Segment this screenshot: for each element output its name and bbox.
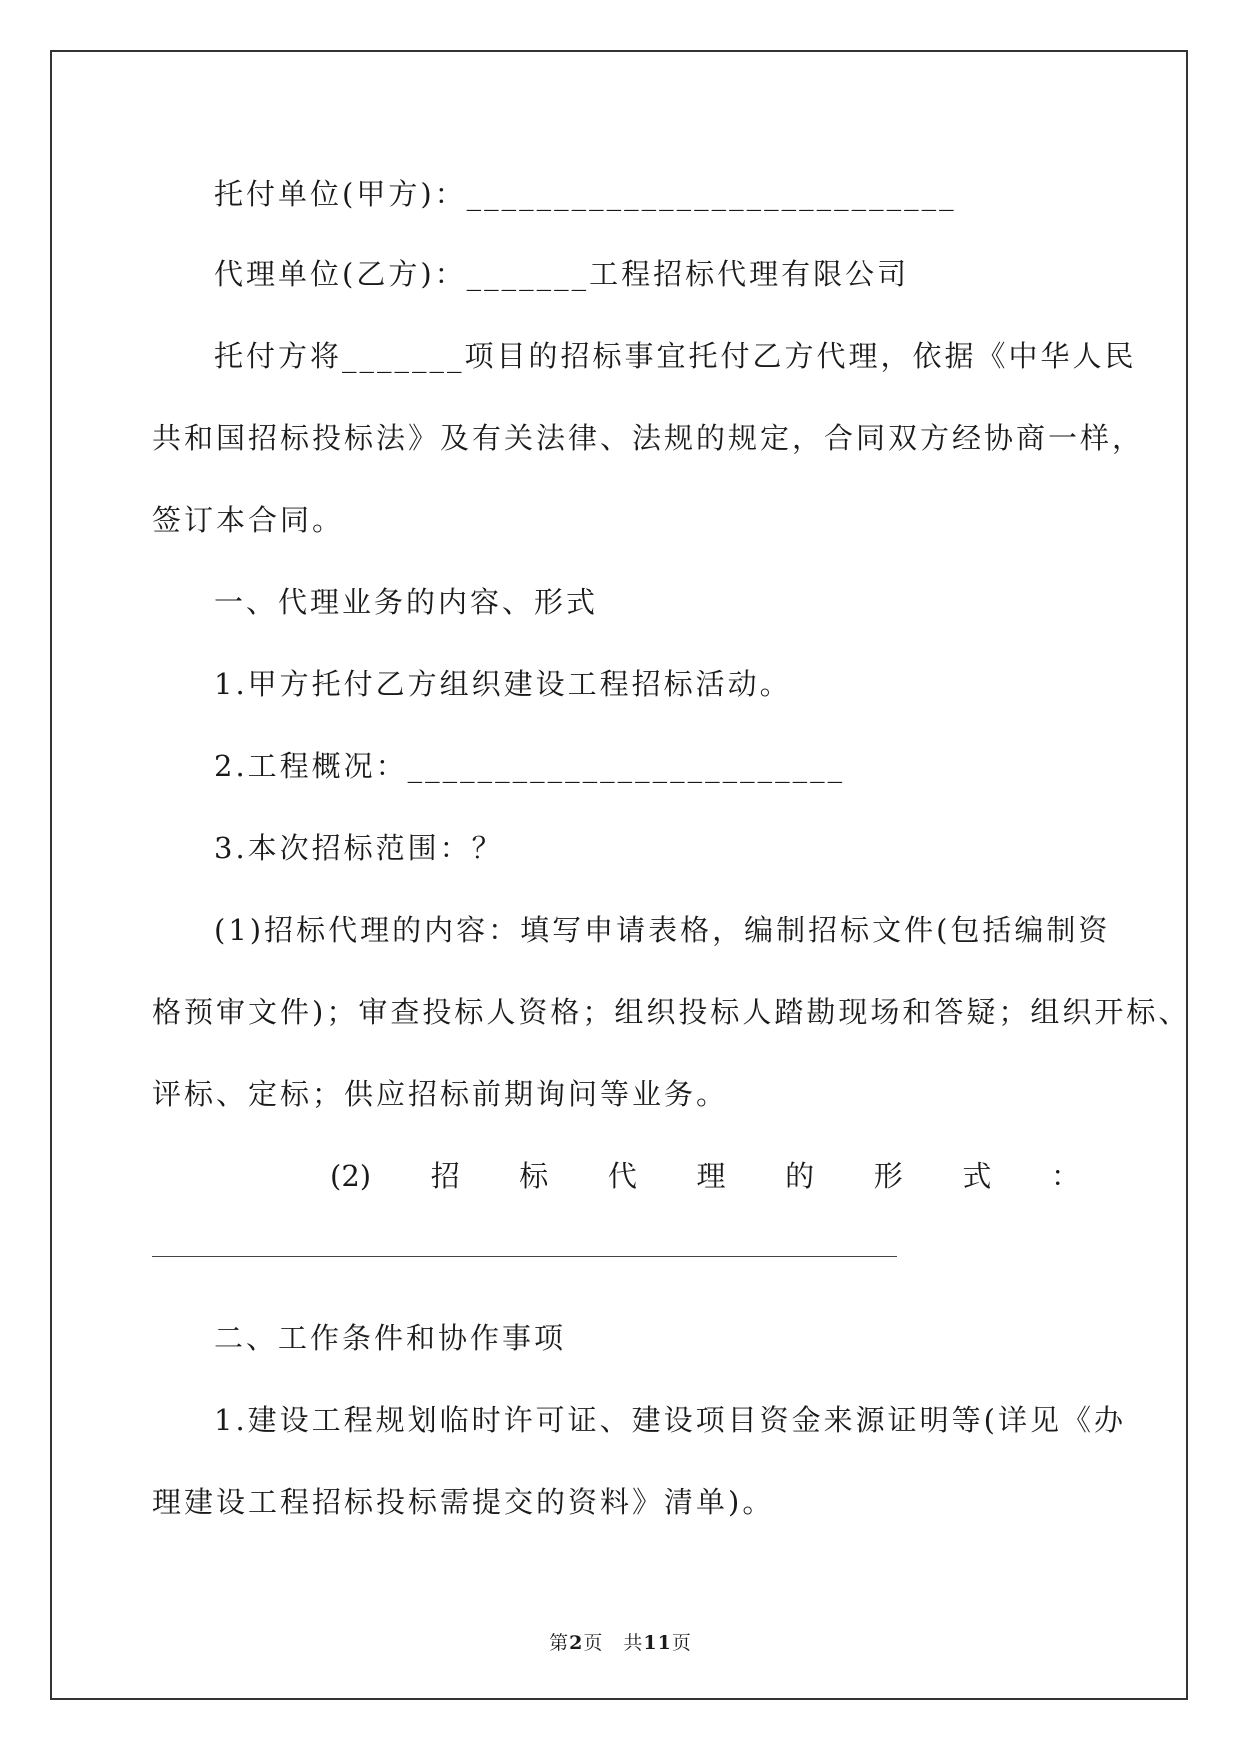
page-border [50, 50, 1191, 1700]
form-line-char: 式 [962, 1159, 992, 1193]
footer-text: 页 [583, 1632, 604, 1654]
party-a-line: 托付单位(甲方)：____________________________ [214, 177, 957, 211]
form-line-char: (2) [330, 1159, 372, 1193]
form-line-char: 的 [785, 1159, 815, 1193]
paragraph-line: 评标、定标；供应招标前期询问等业务。 [152, 1077, 729, 1111]
paragraph-line: 理建设工程招标投标需提交的资料》清单)。 [152, 1485, 775, 1519]
section-heading: 一、代理业务的内容、形式 [214, 585, 599, 619]
list-item: 1.甲方托付乙方组织建设工程招标活动。 [214, 667, 792, 701]
form-line [330, 1158, 1080, 1194]
footer-text: 页 [671, 1632, 692, 1654]
form-line-char: 代 [607, 1159, 637, 1193]
blank-underline [152, 1256, 897, 1257]
page-number: 2 [569, 1632, 584, 1654]
paragraph-line: 签订本合同。 [152, 503, 345, 537]
list-item: 3.本次招标范围：？ [214, 831, 504, 865]
form-line-char: ： [1050, 1159, 1080, 1193]
section-heading: 二、工作条件和协作事项 [214, 1321, 567, 1355]
paragraph-line: (1)招标代理的内容：填写申请表格，编制招标文件(包括编制资 [214, 913, 1111, 947]
paragraph-line: 共和国招标投标法》及有关法律、法规的规定，合同双方经协商一样， [152, 421, 1145, 455]
page-footer [0, 1628, 1241, 1655]
list-item: 2.工程概况：_________________________ [214, 749, 846, 783]
list-item: 1.建设工程规划临时许可证、建设项目资金来源证明等(详见《办 [214, 1403, 1126, 1437]
party-b-line: 代理单位(乙方)：_______工程招标代理有限公司 [214, 257, 910, 291]
total-pages: 11 [643, 1632, 672, 1654]
form-line-char: 理 [696, 1159, 726, 1193]
form-line-char: 标 [519, 1159, 549, 1193]
footer-text: 共 [623, 1632, 644, 1654]
paragraph-line: 托付方将_______项目的招标事宜托付乙方代理，依据《中华人民 [214, 339, 1137, 373]
footer-text: 第 [549, 1632, 570, 1654]
form-line-char: 形 [873, 1159, 903, 1193]
paragraph-line: 格预审文件)；审查投标人资格；组织投标人踏勘现场和答疑；组织开标、 [152, 995, 1191, 1029]
form-line-char: 招 [430, 1159, 460, 1193]
